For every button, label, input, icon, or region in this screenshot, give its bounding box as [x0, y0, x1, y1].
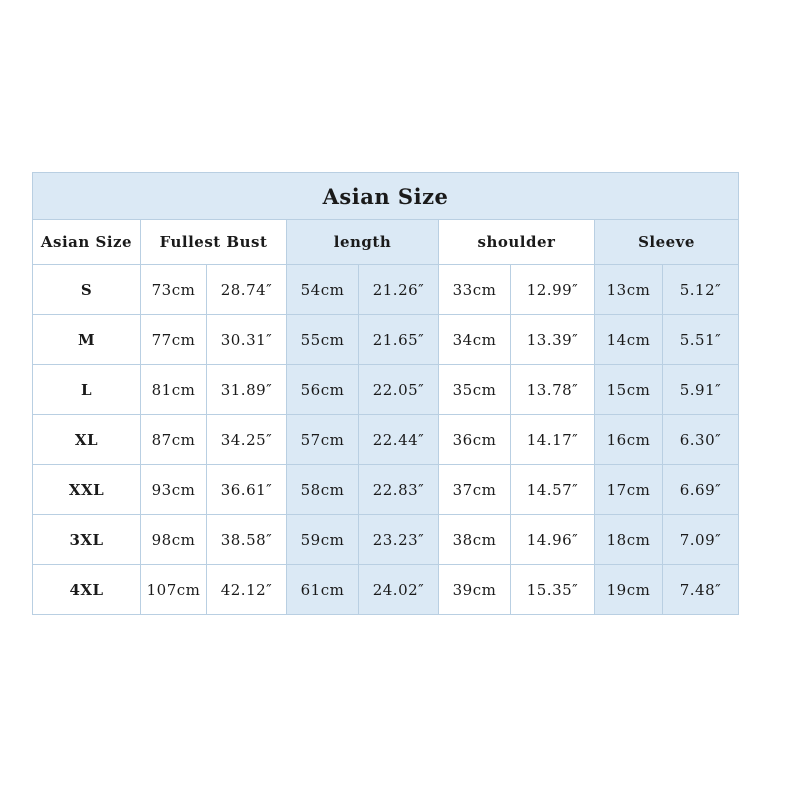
cell-length-in: 22.44″ — [359, 415, 439, 465]
cell-size: S — [33, 265, 141, 315]
cell-shoulder-in: 14.17″ — [511, 415, 595, 465]
cell-sleeve-in: 5.91″ — [663, 365, 739, 415]
cell-bust-cm: 77cm — [141, 315, 207, 365]
cell-length-cm: 57cm — [287, 415, 359, 465]
cell-sleeve-cm: 15cm — [595, 365, 663, 415]
cell-bust-cm: 93cm — [141, 465, 207, 515]
table-row — [33, 315, 739, 365]
cell-sleeve-in: 5.12″ — [663, 265, 739, 315]
cell-shoulder-in: 13.39″ — [511, 315, 595, 365]
table-row — [33, 365, 739, 415]
cell-sleeve-cm: 13cm — [595, 265, 663, 315]
table-row — [33, 415, 739, 465]
cell-shoulder-in: 13.78″ — [511, 365, 595, 415]
cell-sleeve-in: 6.69″ — [663, 465, 739, 515]
cell-length-in: 22.83″ — [359, 465, 439, 515]
cell-bust-in: 42.12″ — [207, 565, 287, 615]
cell-length-cm: 58cm — [287, 465, 359, 515]
table-row — [33, 515, 739, 565]
cell-bust-cm: 107cm — [141, 565, 207, 615]
size-chart-table — [32, 172, 739, 615]
cell-length-in: 22.05″ — [359, 365, 439, 415]
cell-length-in: 23.23″ — [359, 515, 439, 565]
column-header-fullest-bust: Fullest Bust — [141, 220, 287, 265]
cell-sleeve-cm: 16cm — [595, 415, 663, 465]
cell-length-cm: 55cm — [287, 315, 359, 365]
cell-size: 4XL — [33, 565, 141, 615]
cell-sleeve-in: 7.09″ — [663, 515, 739, 565]
cell-bust-in: 34.25″ — [207, 415, 287, 465]
cell-sleeve-in: 6.30″ — [663, 415, 739, 465]
table-row — [33, 265, 739, 315]
cell-bust-in: 38.58″ — [207, 515, 287, 565]
cell-sleeve-in: 5.51″ — [663, 315, 739, 365]
column-header-length: length — [287, 220, 439, 265]
cell-size: XXL — [33, 465, 141, 515]
cell-shoulder-cm: 33cm — [439, 265, 511, 315]
cell-bust-cm: 73cm — [141, 265, 207, 315]
cell-length-in: 21.26″ — [359, 265, 439, 315]
cell-sleeve-cm: 19cm — [595, 565, 663, 615]
cell-bust-cm: 87cm — [141, 415, 207, 465]
table-title: Asian Size — [33, 173, 739, 220]
cell-shoulder-cm: 39cm — [439, 565, 511, 615]
cell-bust-in: 28.74″ — [207, 265, 287, 315]
cell-length-cm: 54cm — [287, 265, 359, 315]
cell-length-cm: 61cm — [287, 565, 359, 615]
cell-size: XL — [33, 415, 141, 465]
cell-length-cm: 56cm — [287, 365, 359, 415]
cell-bust-cm: 98cm — [141, 515, 207, 565]
cell-bust-in: 31.89″ — [207, 365, 287, 415]
table-title-row — [33, 173, 739, 220]
cell-shoulder-in: 14.96″ — [511, 515, 595, 565]
cell-shoulder-cm: 35cm — [439, 365, 511, 415]
cell-length-in: 21.65″ — [359, 315, 439, 365]
cell-bust-in: 30.31″ — [207, 315, 287, 365]
cell-shoulder-cm: 36cm — [439, 415, 511, 465]
cell-shoulder-in: 12.99″ — [511, 265, 595, 315]
column-header-asian-size: Asian Size — [33, 220, 141, 265]
cell-size: 3XL — [33, 515, 141, 565]
table-header-row — [33, 220, 739, 265]
table-row — [33, 565, 739, 615]
cell-sleeve-in: 7.48″ — [663, 565, 739, 615]
column-header-sleeve: Sleeve — [595, 220, 739, 265]
cell-shoulder-in: 15.35″ — [511, 565, 595, 615]
table-row — [33, 465, 739, 515]
cell-bust-in: 36.61″ — [207, 465, 287, 515]
cell-sleeve-cm: 18cm — [595, 515, 663, 565]
cell-bust-cm: 81cm — [141, 365, 207, 415]
size-chart — [32, 172, 738, 615]
cell-shoulder-cm: 34cm — [439, 315, 511, 365]
cell-sleeve-cm: 14cm — [595, 315, 663, 365]
cell-shoulder-cm: 38cm — [439, 515, 511, 565]
cell-shoulder-cm: 37cm — [439, 465, 511, 515]
cell-shoulder-in: 14.57″ — [511, 465, 595, 515]
cell-length-cm: 59cm — [287, 515, 359, 565]
cell-length-in: 24.02″ — [359, 565, 439, 615]
cell-sleeve-cm: 17cm — [595, 465, 663, 515]
column-header-shoulder: shoulder — [439, 220, 595, 265]
cell-size: M — [33, 315, 141, 365]
cell-size: L — [33, 365, 141, 415]
